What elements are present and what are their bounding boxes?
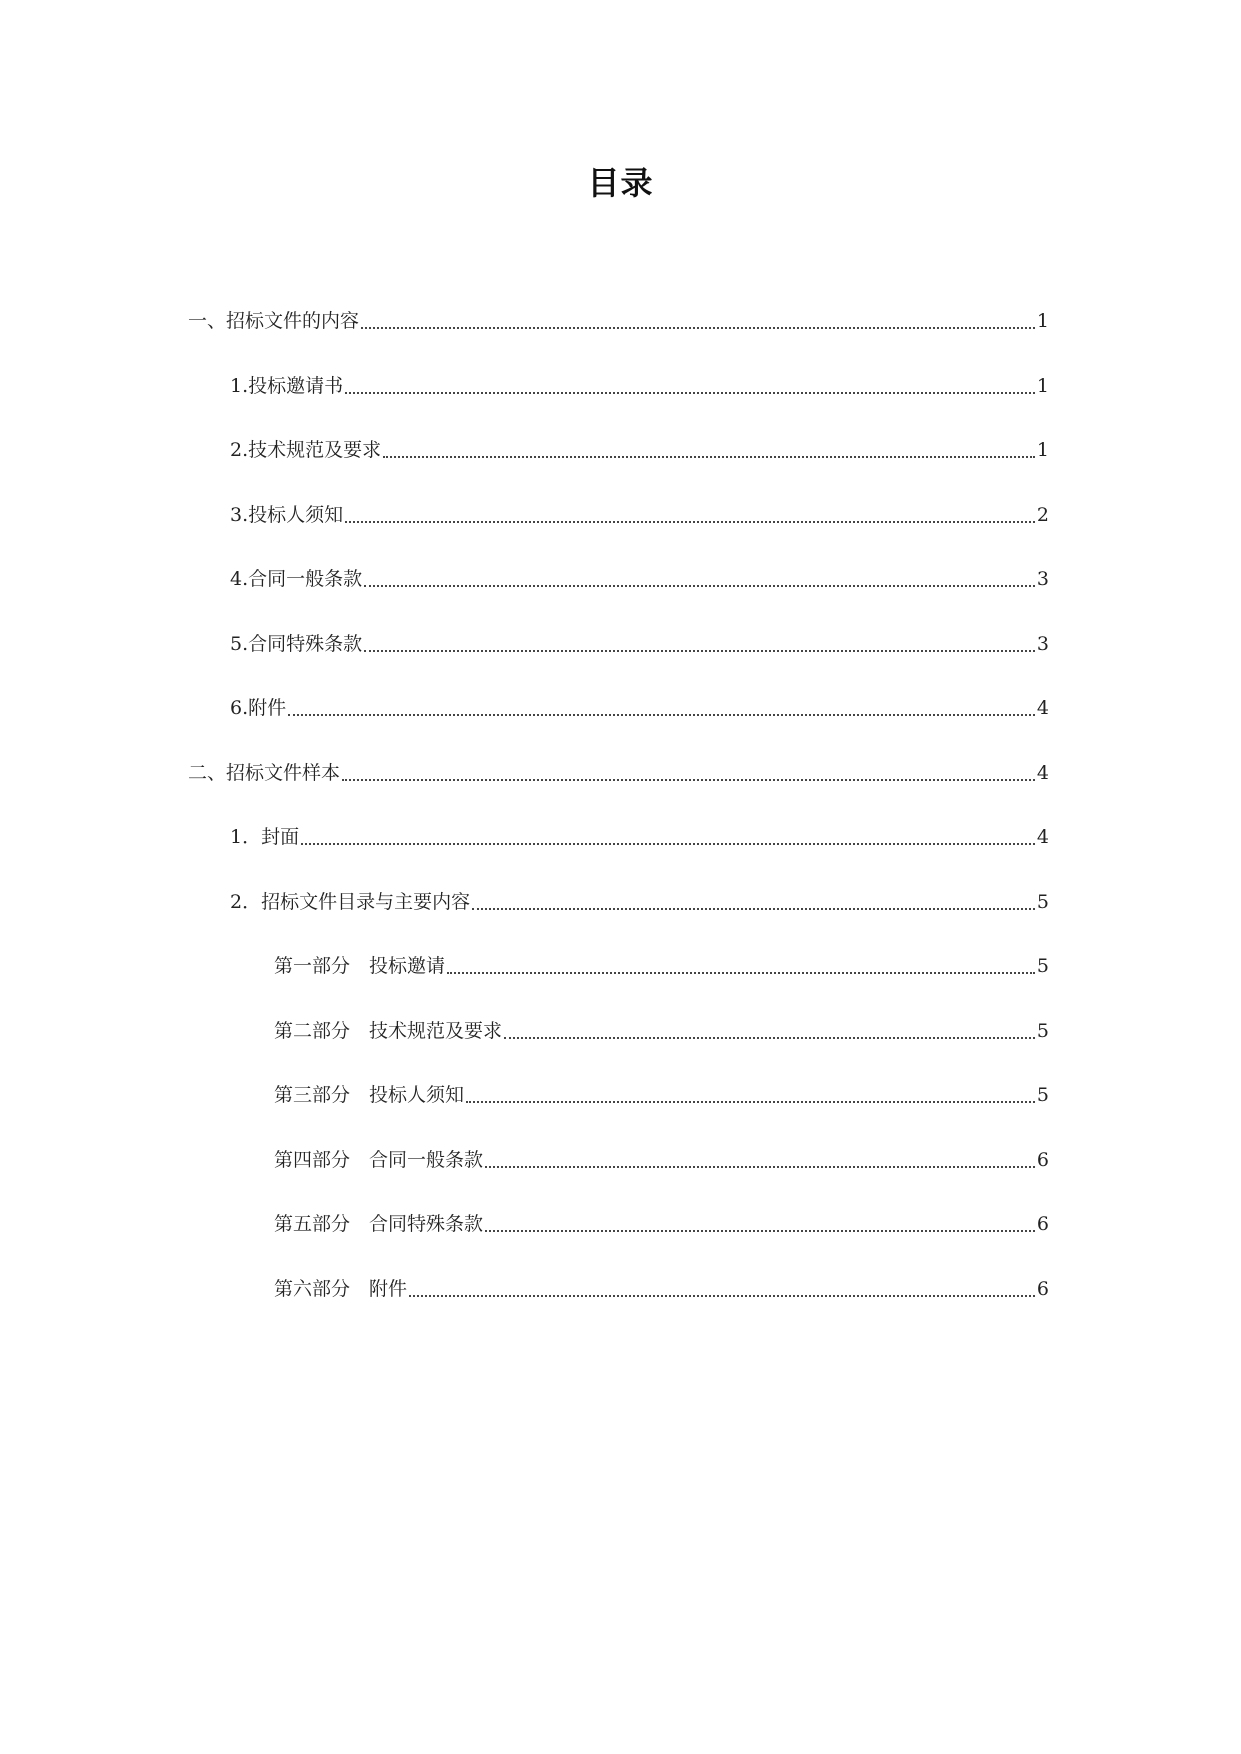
toc-entry-label: 第一部分 投标邀请 bbox=[274, 955, 446, 977]
page-title: 目录 bbox=[587, 164, 654, 202]
toc-entry-page-number: 5 bbox=[1036, 955, 1049, 977]
toc-entry[interactable] bbox=[274, 1209, 1049, 1239]
toc-entry-page-number: 5 bbox=[1036, 1084, 1049, 1106]
toc-entry[interactable] bbox=[188, 306, 1049, 336]
toc-entry[interactable] bbox=[230, 500, 1049, 530]
toc-entry-page-number: 5 bbox=[1036, 1020, 1049, 1042]
toc-entry-label: 6.附件 bbox=[230, 697, 287, 719]
dot-leader bbox=[364, 649, 1035, 652]
toc-entry-page-number: 6 bbox=[1036, 1278, 1049, 1300]
dot-leader bbox=[301, 842, 1035, 845]
toc-entry-label: 4.合同一般条款 bbox=[230, 568, 363, 590]
toc-entry[interactable] bbox=[274, 1016, 1049, 1046]
toc-entry-page-number: 4 bbox=[1036, 697, 1049, 719]
toc-entry-page-number: 1 bbox=[1036, 439, 1049, 461]
toc-entry-page-number: 2 bbox=[1036, 504, 1049, 526]
toc-entry-label: 3.投标人须知 bbox=[230, 504, 344, 526]
dot-leader bbox=[504, 1036, 1035, 1039]
toc-entry-label: 第五部分 合同特殊条款 bbox=[274, 1213, 484, 1235]
dot-leader bbox=[345, 520, 1035, 523]
toc-entry-label: 第四部分 合同一般条款 bbox=[274, 1149, 484, 1171]
dot-leader bbox=[485, 1229, 1035, 1232]
toc-entry[interactable] bbox=[230, 371, 1049, 401]
toc-entry[interactable] bbox=[274, 951, 1049, 981]
toc-entry-page-number: 3 bbox=[1036, 633, 1049, 655]
toc-entry[interactable] bbox=[230, 822, 1049, 852]
toc-entry-page-number: 3 bbox=[1036, 568, 1049, 590]
toc-entry-label: 第六部分 附件 bbox=[274, 1278, 408, 1300]
dot-leader bbox=[383, 455, 1035, 458]
toc-entry[interactable] bbox=[274, 1080, 1049, 1110]
toc-entry-label: 1．封面 bbox=[230, 826, 300, 848]
toc-entry-page-number: 6 bbox=[1036, 1213, 1049, 1235]
toc-entry-label: 第三部分 投标人须知 bbox=[274, 1084, 465, 1106]
toc-entry-page-number: 1 bbox=[1036, 310, 1049, 332]
dot-leader bbox=[361, 326, 1035, 329]
toc-entry-label: 5.合同特殊条款 bbox=[230, 633, 363, 655]
dot-leader bbox=[466, 1100, 1035, 1103]
toc-entry[interactable] bbox=[230, 693, 1049, 723]
toc-entry[interactable] bbox=[274, 1145, 1049, 1175]
dot-leader bbox=[345, 391, 1035, 394]
toc-entry-page-number: 4 bbox=[1036, 826, 1049, 848]
toc-entry[interactable] bbox=[274, 1274, 1049, 1304]
dot-leader bbox=[485, 1165, 1035, 1168]
dot-leader bbox=[409, 1294, 1035, 1297]
toc-entry[interactable] bbox=[230, 435, 1049, 465]
dot-leader bbox=[288, 713, 1035, 716]
toc-entry[interactable] bbox=[230, 629, 1049, 659]
toc-entry-label: 2．招标文件目录与主要内容 bbox=[230, 891, 471, 913]
toc-entry-label: 2.技术规范及要求 bbox=[230, 439, 382, 461]
toc-entry-label: 二、招标文件样本 bbox=[188, 762, 341, 784]
toc-entry-page-number: 4 bbox=[1036, 762, 1049, 784]
dot-leader bbox=[342, 778, 1035, 781]
toc-entry-page-number: 5 bbox=[1036, 891, 1049, 913]
dot-leader bbox=[472, 907, 1035, 910]
toc-entry-page-number: 1 bbox=[1036, 375, 1049, 397]
toc-entry-label: 一、招标文件的内容 bbox=[188, 310, 360, 332]
toc-entry[interactable] bbox=[230, 887, 1049, 917]
dot-leader bbox=[364, 584, 1035, 587]
dot-leader bbox=[447, 971, 1035, 974]
toc-entry-label: 1.投标邀请书 bbox=[230, 375, 344, 397]
toc-entry-page-number: 6 bbox=[1036, 1149, 1049, 1171]
toc-entry-label: 第二部分 技术规范及要求 bbox=[274, 1020, 503, 1042]
toc-entry[interactable] bbox=[188, 758, 1049, 788]
toc-entry[interactable] bbox=[230, 564, 1049, 594]
